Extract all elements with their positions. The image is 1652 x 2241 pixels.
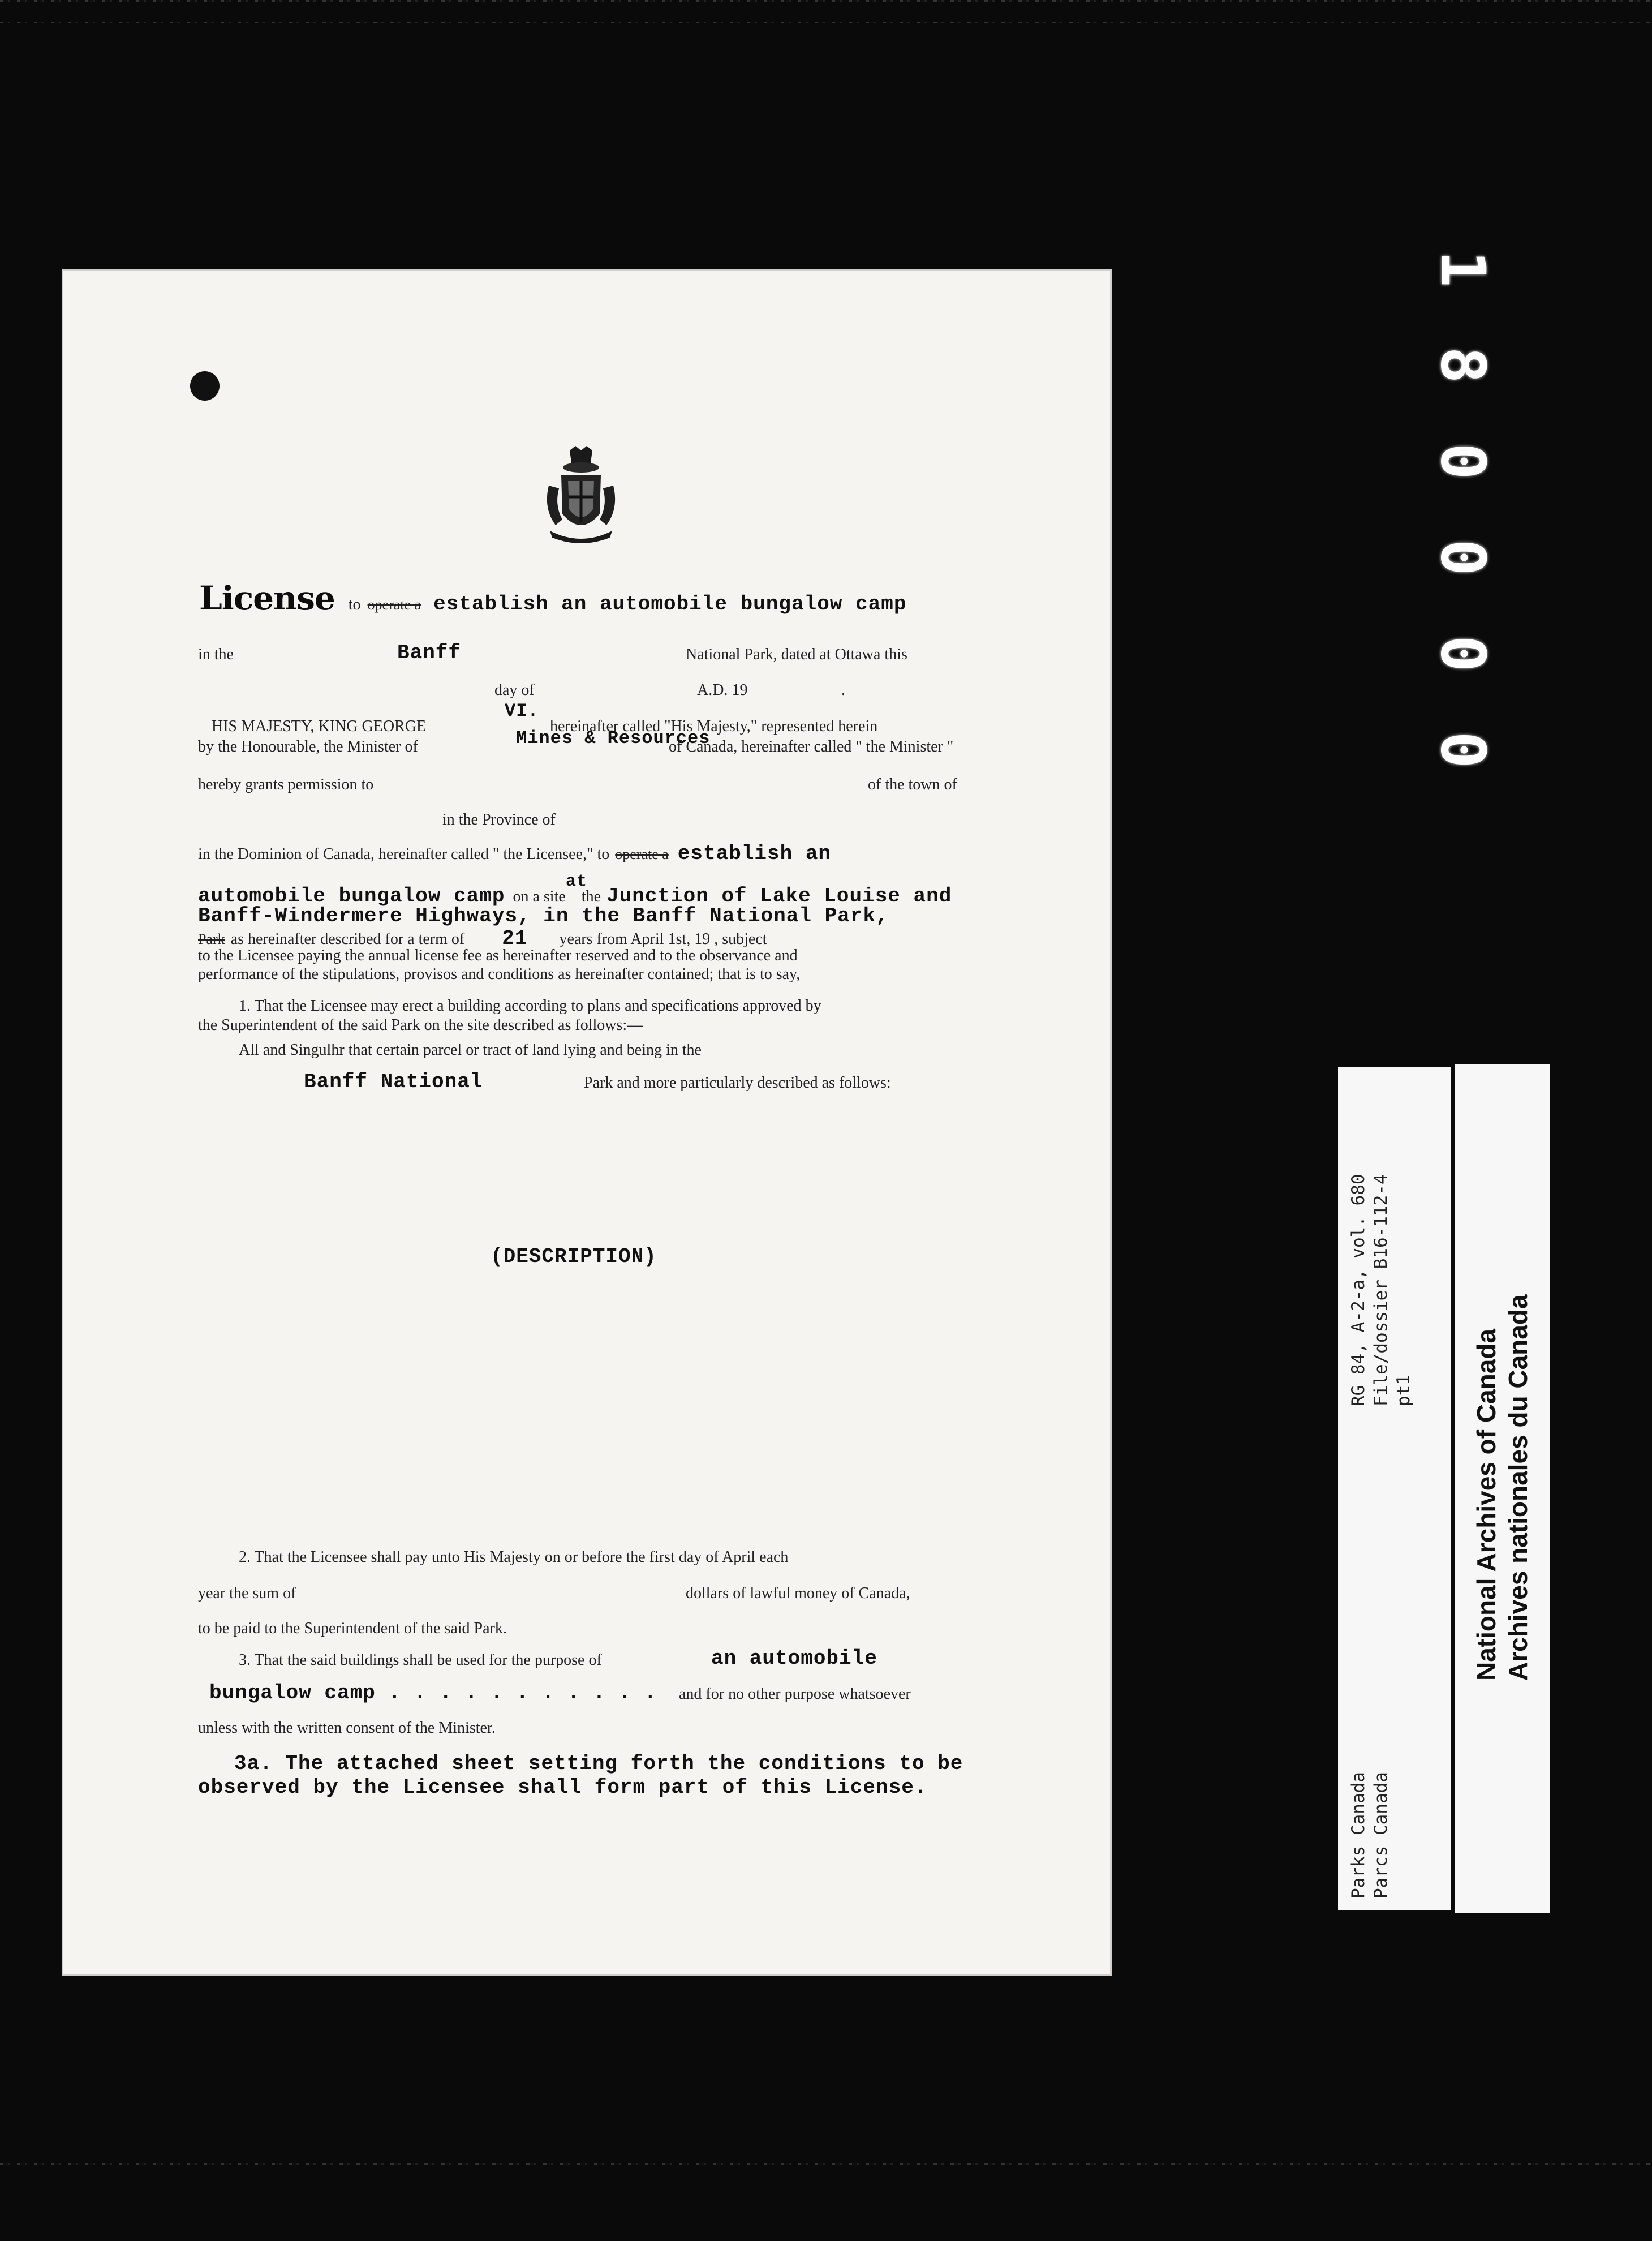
park-described: Park and more particularly described as follows: [584,1074,891,1092]
clause-1-line-2: the Superintendent of the said Park on the site described as follows:— [198,1016,643,1034]
day-of-label: day of [494,681,535,699]
national-archives-en: National Archives of Canada [1472,1328,1501,1681]
description-placeholder: (DESCRIPTION) [491,1245,657,1268]
honourable-line: by the Honourable, the Minister of [198,738,418,755]
parks-canada-label [1338,1067,1451,1910]
unless-line: unless with the written consent of the Minister. [198,1719,496,1737]
national-archives-fr: Archives nationales du Canada [1503,1294,1533,1681]
ink-blot [190,371,220,401]
term-rest: years from April 1st, 19 , subject [559,930,767,948]
site-the: the [581,888,601,905]
license-title: License [199,579,335,617]
clause-3-typed-2: bungalow camp . . . . . . . . . . . [209,1681,657,1705]
clause-3a-line-2: observed by the Licensee shall form part of this License. [198,1776,927,1799]
frame-counter-digit: 0 [1427,635,1498,672]
reference-line-3: pt1 [1393,1375,1414,1406]
licensee-line: to the Licensee paying the annual license fee as hereinafter reserved and to the observance and [198,947,798,964]
frame-counter-digit: 8 [1427,346,1498,384]
parks-canada-fr: Parcs Canada [1371,1772,1391,1899]
in-the-label: in the [198,646,234,663]
minister-rest: of Canada, hereinafter called " the Minister " [669,738,954,755]
scan-line-top [0,0,1652,2]
site-typed-3: Banff-Windermere Highways, in the Banff National Park, [198,904,889,928]
clause-3a-line-1: 3a. The attached sheet setting forth the conditions to be [234,1752,963,1775]
performance-line: performance of the stipulations, provisos and conditions as hereinafter contained; that is to say, [198,965,801,983]
clause-3-rest: and for no other purpose whatsoever [679,1685,911,1703]
on-a-site: on a site [513,888,566,905]
parks-canada-en: Parks Canada [1348,1772,1369,1899]
frame-counter-digit: 1 [1427,250,1498,287]
ad-label: A.D. 19 [697,681,748,699]
clause-1-line-1: 1. That the Licensee may erect a building according to plans and specifications approved by [239,997,821,1015]
site-typed-1: automobile bungalow camp [198,885,505,908]
reference-line-1: RG 84, A-2-a, vol. 680 [1348,1174,1369,1406]
term-years: 21 [502,927,528,950]
clause-3-typed-1: an automobile [711,1647,877,1670]
scan-line-bottom [0,2163,1652,2165]
dominion-struck-text: operate a [615,846,669,862]
of-town-label: of the town of [868,776,957,793]
title-typed-text: establish an automobile bungalow camp [433,593,907,616]
dated-label: National Park, dated at Ottawa this [686,646,907,663]
ad-dot: . [841,681,845,699]
dominion-line [198,842,831,865]
minister-typed: Mines & Resources [516,728,711,749]
province-label: in the Province of [442,811,556,828]
dollars-label: dollars of lawful money of Canada, [686,1585,910,1602]
dominion-typed-text: establish an [677,842,832,865]
dominion-text: in the Dominion of Canada, hereinafter called " the Licensee," to [198,845,610,863]
license-document [63,271,1110,1974]
title-line [199,579,906,617]
term-text: as hereinafter described for a term of [230,930,465,948]
title-struck-text: operate a [367,596,421,613]
frame-counter-digit: 0 [1427,731,1498,769]
frame-counter-digit: 0 [1427,443,1498,480]
scan-line-upper [0,22,1652,23]
site-typed-2: Junction of Lake Louise and [606,885,952,908]
frame-counter [1420,238,1505,781]
park-typed: Banff National [304,1070,483,1093]
clause-3-line: 3. That the said buildings shall be used for the purpose of [239,1651,602,1669]
majesty-line: HIS MAJESTY, KING GEORGE [212,718,427,735]
title-to: to [348,596,361,613]
paid-to-line: to be paid to the Superintendent of the said Park. [198,1620,507,1637]
park-struck-text: Park [198,931,225,947]
national-archives-label [1455,1064,1550,1913]
site-at: at [566,872,588,891]
frame-counter-digit: 0 [1427,539,1498,576]
park-name: Banff [397,641,462,664]
clause-2-line: 2. That the Licensee shall pay unto His Majesty on or before the first day of April each [239,1548,789,1566]
year-sum-label: year the sum of [198,1585,296,1602]
singular-line: All and Singulhr that certain parcel or tract of land lying and being in the [239,1041,702,1059]
grants-label: hereby grants permission to [198,776,374,793]
majesty-typed: VI. [505,701,539,722]
coat-of-arms-icon [539,446,623,545]
majesty-rest: hereinafter called "His Majesty," represented herein [550,718,878,735]
reference-line-2: File/dossier B16-112-4 [1371,1174,1391,1406]
